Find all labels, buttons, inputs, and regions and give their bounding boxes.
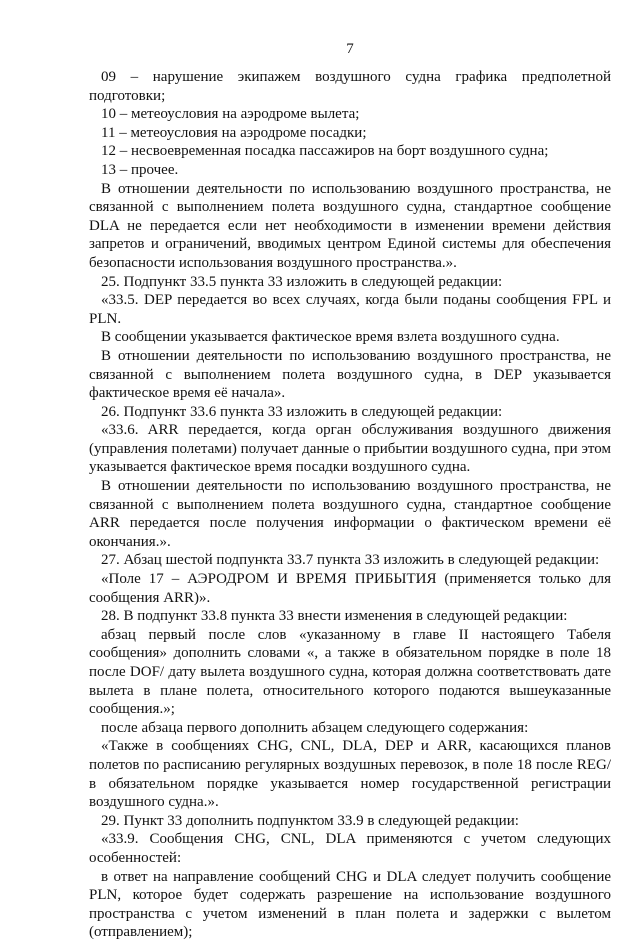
paragraph-point-25: 25. Подпункт 33.5 пункта 33 изложить в следующей редакции: xyxy=(101,273,503,290)
paragraph-chg-dla-reply: в ответ на направление сообщений CHG и DLA следует получить сообщение PLN, которое будет содержать разрешение на использование воздушного пространства с учетом изменений в план полета и задержки с вылетом (отправлением); xyxy=(89,868,611,941)
paragraph-reg-note: «Также в сообщениях CHG, CNL, DLA, DEP и ARR, касающихся планов полетов по расписанию регулярных воздушных перевозок, в поле 18 после REG/ в обязательном порядке указывается номер государственной регистрации воздушного судна.». xyxy=(89,738,611,811)
paragraph-dep-time: В сообщении указывается фактическое время взлета воздушного судна. xyxy=(101,329,560,346)
paragraph-33-9: «33.9. Сообщения CHG, CNL, DLA применяются с учетом следующих особенностей: xyxy=(89,831,611,866)
paragraph-dla-note: В отношении деятельности по использованию воздушного пространства, не связанной с выполнением полета воздушного судна, стандартное сообщение DLA не передается если нет необходимости в изменении времени действия запретов и ограничений, вводимых центром Единой системы для обеспечения безопасности использования воздушного пространства.». xyxy=(89,180,611,271)
page-number: 7 xyxy=(346,41,354,57)
paragraph-point-27: 27. Абзац шестой подпункта 33.7 пункта 33 изложить в следующей редакции: xyxy=(101,552,600,569)
paragraph-point-29: 29. Пункт 33 дополнить подпунктом 33.9 в следующей редакции: xyxy=(101,812,519,829)
paragraph-field-17: «Поле 17 – АЭРОДРОМ И ВРЕМЯ ПРИБЫТИЯ (применяется только для сообщения ARR)». xyxy=(89,571,611,606)
paragraph-item-12: 12 – несвоевременная посадка пассажиров на борт воздушного судна; xyxy=(101,143,549,160)
paragraph-item-09: 09 – нарушение экипажем воздушного судна графика предполетной подготовки; xyxy=(89,69,611,104)
paragraph-dep-note: В отношении деятельности по использованию воздушного пространства, не связанной с выполнением полета воздушного судна, в DEP указывается фактическое время её начала». xyxy=(89,347,611,402)
paragraph-after-first: после абзаца первого дополнить абзацем следующего содержания: xyxy=(101,719,529,736)
document-page xyxy=(89,40,611,942)
paragraph-33-6: «33.6. ARR передается, когда орган обслуживания воздушного движения (управления полетами) получает данные о прибытии воздушного судна, при этом указывается фактическое время посадки воздушного судна. xyxy=(89,422,611,476)
paragraph-33-5: «33.5. DEP передается во всех случаях, когда были поданы сообщения FPL и PLN. xyxy=(89,292,611,327)
paragraph-item-11: 11 – метеоусловия на аэродроме посадки; xyxy=(101,124,367,141)
paragraph-arr-note: В отношении деятельности по использованию воздушного пространства, не связанной с выполнением полета воздушного судна, стандартное сообщение ARR передается после получения информации о фактическом времени её окончания.». xyxy=(89,478,611,550)
paragraph-point-28: 28. В подпункт 33.8 пункта 33 внести изменения в следующей редакции: xyxy=(101,608,568,625)
paragraph-first-abzac: абзац первый после слов «указанному в главе II настоящего Табеля сообщения» дополнить словами «, а также в обязательном порядке в поле 18 после DOF/ дату вылета воздушного судна, которая должна соответствовать дате вылета в плане полета, относительного которого подаются вышеуказанные сообщения.»; xyxy=(89,626,611,718)
paragraph-item-13: 13 – прочее. xyxy=(101,161,179,178)
paragraph-item-10: 10 – метеоусловия на аэродроме вылета; xyxy=(101,106,360,123)
paragraph-point-26: 26. Подпункт 33.6 пункта 33 изложить в следующей редакции: xyxy=(101,403,503,420)
